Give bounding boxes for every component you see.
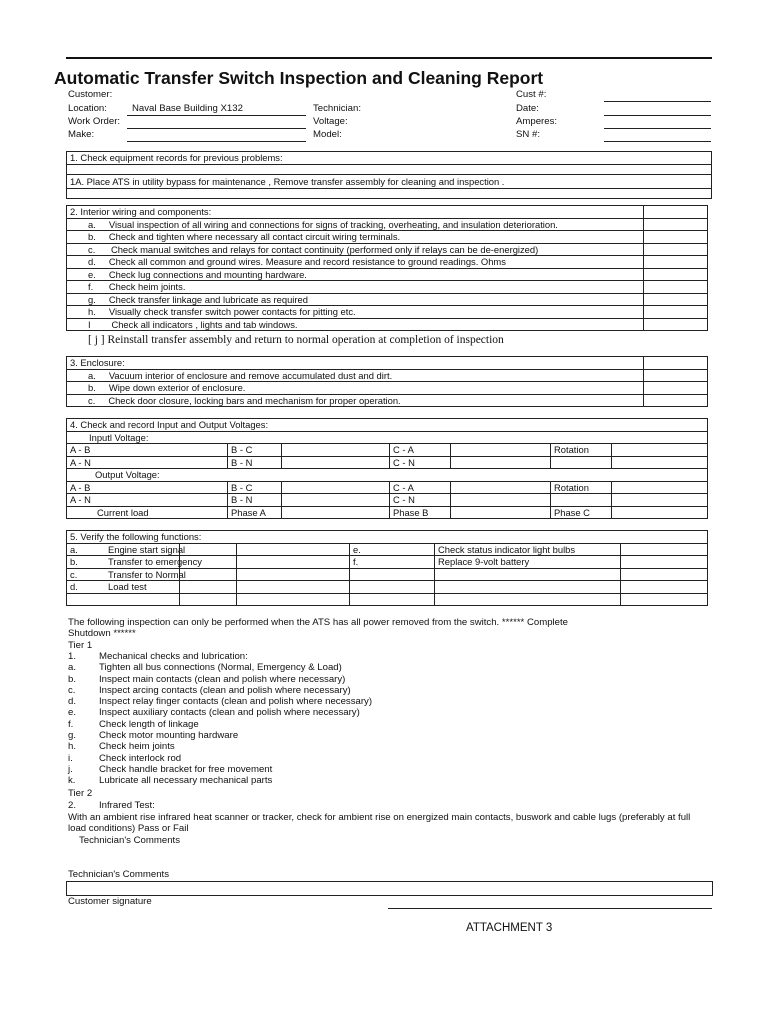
- date-label: Date:: [516, 103, 539, 114]
- make-label: Make:: [68, 129, 95, 140]
- section4-heading: 4. Check and record Input and Output Voltages:: [67, 419, 708, 432]
- input-ca-label: C - A: [390, 444, 451, 457]
- infrared-line-2: load conditions) Pass or Fail: [68, 823, 189, 834]
- function-d-key: d.: [67, 581, 180, 594]
- blank-cell: [67, 593, 180, 606]
- function-a-label: Engine start signal: [180, 543, 237, 556]
- phase-a-label: Phase A: [228, 506, 282, 519]
- output-rotation-label: Rotation: [551, 481, 612, 494]
- list-item: b. Wipe down exterior of enclosure.: [67, 382, 644, 395]
- blank-cell: [435, 593, 621, 606]
- input-ca-field[interactable]: [451, 444, 551, 457]
- function-e-field[interactable]: [621, 543, 708, 556]
- list-item: g. Check motor mounting hardware: [68, 730, 239, 742]
- function-d-field[interactable]: [237, 581, 350, 594]
- output-ca-label: C - A: [390, 481, 451, 494]
- function-c-key: c.: [67, 568, 180, 581]
- blank-cell: [612, 456, 708, 469]
- tier1-list: [68, 651, 468, 787]
- blank-cell: [350, 593, 435, 606]
- technician-comments-label-1: Technician's Comments: [79, 835, 181, 846]
- list-item: c. Inspect arcing contacts (clean and polish where necessary): [68, 684, 351, 696]
- list-item: f. Check length of linkage: [68, 718, 199, 730]
- list-item: i. Check interlock rod: [68, 752, 182, 764]
- blank-cell: [237, 593, 350, 606]
- blank-cell: [435, 568, 621, 581]
- infrared-heading: 2. Infrared Test:: [68, 800, 155, 811]
- technician-comments-box[interactable]: [66, 881, 713, 896]
- output-cn-field[interactable]: [451, 494, 551, 507]
- phase-b-label: Phase B: [390, 506, 451, 519]
- section3-heading: 3. Enclosure:: [67, 357, 644, 370]
- list-item: a. Tighten all bus connections (Normal, Emergency & Load): [68, 662, 342, 674]
- input-ab-label: A - B: [67, 444, 228, 457]
- cust-no-label: Cust #:: [516, 89, 547, 100]
- customer-signature-label: Customer signature: [68, 896, 152, 907]
- sn-label: SN #:: [516, 129, 540, 140]
- list-item: e. Check lug connections and mounting hardware.: [67, 268, 644, 281]
- list-item: a. Vacuum interior of enclosure and remove accumulated dust and dirt.: [67, 369, 644, 382]
- section5-heading: 5. Verify the following functions:: [67, 531, 708, 544]
- section1-item-1a: 1A. Place ATS in utility bypass for maintenance , Remove transfer assembly for cleaning and inspection .: [67, 175, 712, 189]
- section1-blank-row[interactable]: [67, 189, 712, 199]
- section2-heading: 2. Interior wiring and components:: [67, 206, 644, 219]
- location-field[interactable]: Naval Base Building X132: [127, 103, 306, 116]
- list-item: 1. Mechanical checks and lubrication:: [68, 651, 248, 662]
- amperes-field[interactable]: [604, 116, 711, 129]
- make-field[interactable]: [127, 129, 306, 142]
- output-bn-label: B - N: [228, 494, 282, 507]
- blank-cell: [180, 593, 237, 606]
- list-item: j. Check handle bracket for free movement: [68, 763, 273, 775]
- function-c-field[interactable]: [237, 568, 350, 581]
- input-bn-field[interactable]: [282, 456, 390, 469]
- list-item: c. Check door closure, locking bars and mechanism for proper operation.: [67, 394, 644, 407]
- output-bc-field[interactable]: [282, 481, 390, 494]
- section5-table: [66, 530, 708, 606]
- function-d-label: Load test: [180, 581, 237, 594]
- function-f-key: f.: [350, 556, 435, 569]
- output-an-label: A - N: [67, 494, 228, 507]
- list-item: e. Inspect auxiliary contacts (clean and polish where necessary): [68, 707, 360, 719]
- check-cell[interactable]: [644, 394, 708, 407]
- input-cn-label: C - N: [390, 456, 451, 469]
- output-cn-label: C - N: [390, 494, 451, 507]
- check-cell[interactable]: [644, 318, 708, 331]
- input-voltage-label: Inputl Voltage:: [67, 431, 708, 444]
- customer-label: Customer:: [68, 89, 113, 100]
- output-rotation-field[interactable]: [612, 481, 708, 494]
- sn-field[interactable]: [604, 129, 711, 142]
- section2-note: [ j ] Reinstall transfer assembly and return to normal operation at completion of inspection: [88, 334, 504, 346]
- check-cell[interactable]: [644, 382, 708, 395]
- list-item: h. Visually check transfer switch power contacts for pitting etc.: [67, 306, 644, 319]
- check-cell[interactable]: [644, 243, 708, 256]
- check-cell[interactable]: [644, 369, 708, 382]
- shutdown-line-1: The following inspection can only be performed when the ATS has all power removed from the switch. ****** Complete: [68, 617, 569, 628]
- check-cell[interactable]: [644, 268, 708, 281]
- check-cell[interactable]: [644, 293, 708, 306]
- function-a-field[interactable]: [237, 543, 350, 556]
- section3-table: [66, 356, 708, 407]
- customer-signature-line[interactable]: [388, 908, 712, 909]
- list-item: I Check all indicators , lights and tab windows.: [67, 318, 644, 331]
- tier-1-label: Tier 1: [68, 640, 93, 651]
- function-e-label: Check status indicator light bulbs: [435, 543, 621, 556]
- blank-cell: [350, 568, 435, 581]
- model-label: Model:: [313, 129, 342, 140]
- list-item: a. Visual inspection of all wiring and connections for signs of tracking, overheating, and insulation deterioration.: [67, 218, 644, 231]
- function-a-key: a.: [67, 543, 180, 556]
- amperes-label: Amperes:: [516, 116, 558, 127]
- phase-a-field[interactable]: [282, 506, 390, 519]
- location-label: Location:: [68, 103, 107, 114]
- input-rotation-label: Rotation: [551, 444, 612, 457]
- function-e-key: e.: [350, 543, 435, 556]
- blank-cell: [435, 581, 621, 594]
- list-item: h. Check heim joints: [68, 741, 175, 753]
- input-bn-label: B - N: [228, 456, 282, 469]
- list-item: b. Inspect main contacts (clean and polish where necessary): [68, 673, 346, 685]
- input-bc-label: B - C: [228, 444, 282, 457]
- check-cell[interactable]: [644, 357, 708, 370]
- check-cell[interactable]: [644, 281, 708, 294]
- section4-table: [66, 418, 708, 519]
- check-cell[interactable]: [644, 306, 708, 319]
- output-bc-label: B - C: [228, 481, 282, 494]
- work-order-label: Work Order:: [68, 116, 121, 127]
- input-an-label: A - N: [67, 456, 228, 469]
- section1-blank-row[interactable]: [67, 165, 712, 175]
- input-bc-field[interactable]: [282, 444, 390, 457]
- blank-cell: [612, 494, 708, 507]
- list-item: c. Check manual switches and relays for contact continuity (performed only if relays can be de-energized): [67, 243, 644, 256]
- input-rotation-field[interactable]: [612, 444, 708, 457]
- blank-cell: [621, 581, 708, 594]
- blank-cell: [621, 593, 708, 606]
- blank-cell: [621, 568, 708, 581]
- blank-cell: [551, 456, 612, 469]
- check-cell[interactable]: [644, 218, 708, 231]
- function-b-label: Transfer to emergency: [180, 556, 237, 569]
- top-rule: [66, 57, 712, 59]
- blank-cell: [350, 581, 435, 594]
- list-item: f. Check heim joints.: [67, 281, 644, 294]
- output-ab-label: A - B: [67, 481, 228, 494]
- section2-table: [66, 205, 708, 331]
- tier-2-label: Tier 2: [68, 788, 93, 799]
- input-cn-field[interactable]: [451, 456, 551, 469]
- list-item: k. Lubricate all necessary mechanical parts: [68, 775, 273, 787]
- function-b-key: b.: [67, 556, 180, 569]
- phase-b-field[interactable]: [451, 506, 551, 519]
- attachment-label: ATTACHMENT 3: [466, 922, 553, 934]
- list-item: d. Inspect relay finger contacts (clean and polish where necessary): [68, 696, 373, 708]
- function-f-label: Replace 9-volt battery: [435, 556, 621, 569]
- cust-no-field[interactable]: [604, 89, 711, 102]
- output-bn-field[interactable]: [282, 494, 390, 507]
- output-ca-field[interactable]: [451, 481, 551, 494]
- blank-cell: [551, 494, 612, 507]
- shutdown-line-2: Shutdown ******: [68, 628, 136, 639]
- technician-label: Technician:: [313, 103, 361, 114]
- check-cell[interactable]: [644, 231, 708, 244]
- infrared-line-1: With an ambient rise infrared heat scanner or tracker, check for ambient rise on energized main contacts, buswork and cable lugs (preferably at full: [68, 812, 691, 823]
- voltage-label: Voltage:: [313, 116, 348, 127]
- section1-item-1: 1. Check equipment records for previous problems:: [67, 152, 712, 165]
- section1-table: [66, 151, 712, 199]
- list-item: d. Check all common and ground wires. Measure and record resistance to ground readings. Ohms: [67, 256, 644, 269]
- current-load-label: Current load: [67, 506, 228, 519]
- phase-c-field[interactable]: [612, 506, 708, 519]
- check-cell[interactable]: [644, 206, 708, 219]
- check-cell[interactable]: [644, 256, 708, 269]
- report-title: Automatic Transfer Switch Inspection and Cleaning Report: [54, 68, 544, 88]
- work-order-field[interactable]: [127, 116, 306, 129]
- function-b-field[interactable]: [237, 556, 350, 569]
- phase-c-label: Phase C: [551, 506, 612, 519]
- list-item: g. Check transfer linkage and lubricate as required: [67, 293, 644, 306]
- output-voltage-label: Output Voltage:: [67, 469, 708, 482]
- date-field[interactable]: [604, 103, 711, 116]
- function-c-label: Transfer to Normal: [180, 568, 237, 581]
- list-item: b. Check and tighten where necessary all contact circuit wiring terminals.: [67, 231, 644, 244]
- technician-comments-label-2: Technician's Comments: [68, 869, 170, 880]
- function-f-field[interactable]: [621, 556, 708, 569]
